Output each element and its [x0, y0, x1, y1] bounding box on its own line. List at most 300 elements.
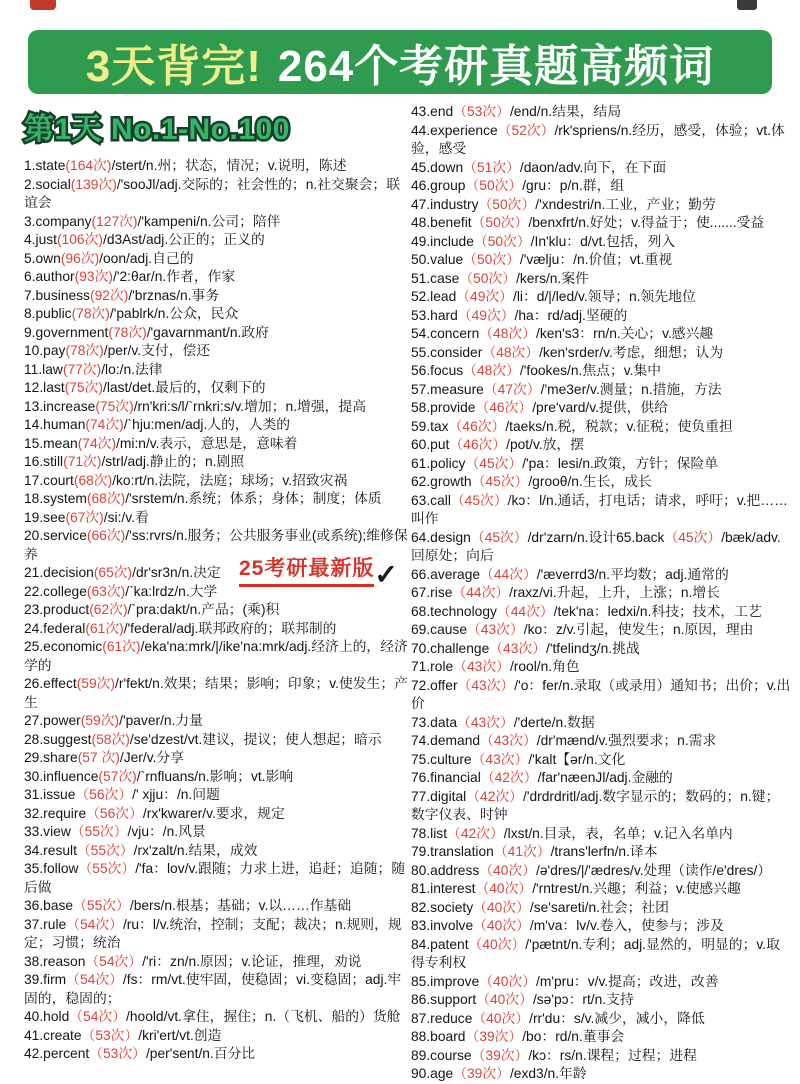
vocab-entry [411, 825, 791, 844]
entry-text: 54.concern [411, 326, 480, 341]
banner-highlight-text: 3天背完! [85, 42, 262, 91]
banner-title-text: 264个考研真题高频词 [277, 42, 715, 91]
entry-text: /gru：p/n.群，组 [522, 178, 625, 193]
entry-text: /' xjju：/n.问题 [132, 787, 220, 802]
entry-text: /dr'mænd/v.强烈要求；n.需求 [536, 733, 717, 748]
frequency-count: （40次） [473, 918, 530, 933]
vocab-entry [24, 786, 408, 805]
entry-text: 37.rule [24, 916, 67, 932]
frequency-count: （41次） [493, 844, 551, 859]
vocab-entry [24, 176, 408, 213]
vocab-entry [24, 749, 408, 768]
entry-text: 79.translation [411, 844, 494, 859]
frequency-count: （42次） [447, 825, 504, 841]
vocab-entry [24, 157, 408, 176]
entry-text: /hoold/vt.拿住，握住；n.（飞机、船的）货舱 [126, 1009, 401, 1024]
entry-text: 29.share [24, 750, 78, 765]
entry-text: 44.experience [411, 122, 498, 138]
frequency-count: (62次) [89, 602, 128, 617]
entry-text: /daon/adv.向下，在下面 [519, 159, 667, 175]
entry-text: 63.call [411, 492, 451, 508]
entry-text: /li：d/|/led/v.领导；n.领先地位 [513, 289, 696, 304]
entry-text: /trans'lerfn/n.译本 [550, 844, 658, 859]
vocab-entry [411, 1047, 791, 1066]
frequency-count: （48次） [463, 363, 520, 378]
vocab-entry [411, 196, 791, 215]
entry-text: 43.end [411, 104, 454, 119]
entry-text: /r'fekt/n.效果；结果；影响；印象；v.使发生；产生 [24, 676, 408, 710]
frequency-count: （44次） [452, 585, 510, 600]
entry-text: 17.court [24, 472, 74, 488]
vocab-entry [24, 916, 408, 953]
entry-text: /dr'zarn/n.设计 [527, 529, 617, 545]
entry-text: /In'klu：d/vt.包括，列入 [530, 233, 676, 249]
entry-text: 14.human [24, 417, 86, 432]
entry-text: /'vælju：/n.价值；vt.重视 [519, 252, 673, 267]
frequency-count: (164次) [65, 158, 112, 173]
entry-text: /'srstem/n.系统；体系；身体；制度；体质 [125, 491, 382, 506]
frequency-count: (63次) [86, 583, 126, 599]
frequency-count: （39次） [465, 1029, 523, 1044]
entry-text: /mi:n/v.表示，意思是，意味着 [116, 435, 298, 451]
vocab-entry [411, 658, 791, 677]
vocab-entry [411, 492, 791, 529]
entry-text: /'rntrest/n.兴趣；利益；v.使感兴趣 [532, 881, 741, 896]
frequency-count: (96次) [60, 250, 100, 266]
frequency-count: （40次） [475, 881, 533, 896]
frequency-count: （43次） [480, 733, 537, 748]
vocab-entry [24, 435, 408, 454]
entry-text: /oon/adj.自己的 [99, 250, 194, 266]
entry-text: /m'va：lv/v.卷入，使参与；涉及 [529, 918, 724, 933]
entry-text: 28.suggest [24, 731, 92, 747]
frequency-count: (75次) [64, 380, 103, 395]
entry-text: 60.put [411, 437, 450, 452]
vocab-entry [24, 1027, 408, 1046]
frequency-count: （54次） [66, 972, 123, 987]
top-right-crop-mark [737, 0, 757, 10]
vocab-entry [24, 1045, 408, 1064]
entry-text: 78.list [411, 825, 448, 841]
entry-text: 23.product [24, 602, 90, 617]
entry-text: /'sooJl/adj.交际的；社会性的；n.社交聚会；联谊会 [24, 176, 401, 210]
entry-text: /'kampeni/n.公司；陪伴 [137, 213, 281, 229]
entry-text: 36.base [24, 898, 74, 913]
vocab-entry [24, 268, 408, 287]
frequency-count: （42次） [480, 770, 538, 785]
vocab-entry [24, 398, 408, 417]
frequency-count: （47次） [483, 381, 541, 397]
entry-text: 1.state [24, 158, 66, 173]
vocab-entry [411, 381, 791, 400]
vocab-entry [411, 603, 791, 622]
entry-text: /rr'du：s/v.减少，减小，降低 [529, 1010, 705, 1026]
frequency-count: （45次） [664, 529, 722, 545]
entry-text: /ko：z/v.引起，使发生；n.原因，理由 [523, 622, 754, 637]
vocab-entry [24, 712, 408, 731]
vocab-entry [411, 529, 791, 566]
vocab-entry [411, 917, 791, 936]
vocab-entry [411, 233, 791, 252]
entry-text: /ə'dres/|/'ædres/v.处理（读作/e'dres/） [536, 862, 772, 878]
vocab-entry [24, 509, 408, 528]
frequency-count: (78次) [71, 306, 110, 321]
frequency-count: （50次） [463, 252, 520, 267]
vocab-entry [24, 823, 408, 842]
frequency-count: （48次） [482, 344, 540, 360]
vocab-entry [411, 418, 791, 437]
entry-text: /Jer/v.分享 [119, 750, 185, 765]
entry-text: /rk'spriens/n.经历，感受，体验；vt.体验，感受 [411, 122, 785, 156]
entry-text: 51.case [411, 270, 460, 286]
vocab-entry [24, 213, 408, 232]
frequency-count: （39次） [453, 1066, 510, 1081]
entry-text: 6.author [24, 269, 75, 284]
entry-text: 72.offer [411, 677, 458, 693]
vocab-entry [411, 344, 791, 363]
entry-text: 34.result [24, 842, 77, 858]
vocab-entry [24, 620, 408, 639]
vocab-entry [24, 953, 408, 972]
vocab-entry [24, 361, 408, 380]
entry-text: 82.society [411, 899, 474, 915]
entry-text: /'pætnt/n.专利；adj.显然的，明显的；v.取得专利权 [411, 936, 780, 970]
entry-text: /'xndestri/n.工业，产业；勤劳 [535, 196, 716, 212]
entry-text: 20.service [24, 528, 87, 543]
vocab-entry [411, 362, 791, 381]
entry-text: /`pra:dakt/n.产品；(乘)积 [127, 602, 280, 617]
vocab-entry [411, 122, 791, 159]
entry-text: 39.firm [24, 972, 67, 987]
entry-text: 68.technology [411, 603, 497, 619]
vocab-entry [411, 621, 791, 640]
vocab-entry [411, 214, 791, 233]
frequency-count: （54次） [66, 916, 123, 932]
entry-text: /exd3/n.年龄 [509, 1066, 587, 1081]
entry-text: /dr'sr3n/n.决定 [132, 565, 221, 580]
frequency-count: （46次） [449, 437, 507, 452]
vocab-entry [411, 991, 791, 1010]
vocab-entry [411, 177, 791, 196]
frequency-count: （40次） [468, 936, 526, 952]
frequency-count: (139次) [70, 176, 117, 192]
entry-text: 53.hard [411, 307, 458, 323]
entry-text: 13.increase [24, 398, 96, 414]
entry-text: 59.tax [411, 418, 449, 434]
vocab-entry [24, 601, 408, 620]
entry-text: 2.social [24, 176, 71, 192]
frequency-count: （46次） [448, 418, 506, 434]
frequency-count: (58次) [91, 731, 130, 747]
vocab-entry [24, 638, 408, 675]
vocab-entry [24, 1008, 408, 1027]
entry-text: 58.provide [411, 400, 476, 415]
frequency-count: （50次） [465, 178, 523, 193]
vocab-entry [24, 768, 408, 787]
frequency-count: （45次） [450, 492, 508, 508]
entry-text: 84.patent [411, 936, 469, 952]
frequency-count: (61次) [102, 639, 141, 654]
entry-text: 62.growth [411, 474, 472, 489]
entry-text: 32.require [24, 805, 87, 821]
frequency-count: (106次) [56, 232, 103, 247]
entry-text: /vju：/n.风景 [127, 824, 206, 839]
entry-text: /d3Ast/adj.公正的；正义的 [103, 232, 265, 247]
frequency-count: (57 次) [77, 750, 120, 765]
entry-text: /rx'zalt/n.结果，成效 [133, 842, 258, 858]
entry-text: /pot/v.放，摆 [506, 437, 585, 452]
frequency-count: （50次） [473, 233, 531, 249]
frequency-count: （54次） [85, 953, 143, 969]
frequency-count: （55次） [73, 898, 130, 913]
vocab-entry [24, 231, 408, 250]
entry-text: /per/v.支付，偿还 [103, 343, 211, 358]
entry-text: 61.policy [411, 455, 466, 471]
frequency-count: (77次) [62, 361, 102, 377]
vocab-entry [24, 416, 408, 435]
vocab-entry [411, 936, 791, 973]
entry-text: /'æverrd3/n.平均数；adj.通常的 [536, 566, 729, 582]
exam-version-annotation [239, 552, 398, 590]
entry-text: /kɔ：l/n.通话，打电话；请求，呼吁；v.把……叫作 [411, 492, 788, 526]
frequency-count: （45次） [465, 455, 523, 471]
frequency-count: (78次) [65, 343, 104, 358]
frequency-count: （55次） [70, 824, 128, 839]
entry-text: /strl/adj.静止的；n.剧照 [101, 454, 245, 469]
frequency-count: （56次） [75, 787, 133, 802]
frequency-count: (57次) [98, 768, 137, 784]
entry-text: 71.role [411, 659, 454, 674]
entry-text: /'derte/n.数据 [513, 714, 595, 730]
vocab-entry [411, 714, 791, 733]
entry-text: 22.college [24, 583, 87, 599]
vocab-entry [411, 862, 791, 881]
entry-text: 16.still [24, 454, 64, 469]
frequency-count: （46次） [475, 400, 533, 415]
frequency-count: (59次) [76, 676, 116, 691]
entry-text: /'2:θar/n.作者，作家 [112, 269, 236, 284]
entry-text: 31.issue [24, 787, 76, 802]
entry-text: /kri'ert/vt.创造 [138, 1027, 222, 1043]
entry-text: 65.back [616, 529, 665, 545]
entry-text: 11.law [24, 361, 63, 377]
vocab-entry [24, 731, 408, 750]
entry-text: /sə'pɔ：rt/n.支持 [532, 992, 634, 1007]
frequency-count: （53次） [81, 1027, 139, 1043]
entry-text: 83.involve [411, 918, 474, 933]
entry-text: /'ss:rvrs/n.服务；公共服务事业(或系统);维修保养 [24, 528, 408, 562]
entry-text: 75.culture [411, 751, 472, 767]
entry-text: /bers/n.根基；基础；v.以……作基础 [129, 898, 352, 913]
vocab-entry [411, 899, 791, 918]
vocab-entry [411, 473, 791, 492]
entry-text: 81.interest [411, 881, 476, 896]
entry-text: /'brznas/n.事务 [128, 287, 220, 303]
frequency-count: （51次） [463, 159, 520, 175]
entry-text: /'pa：lesi/n.政策，方针；保险单 [522, 455, 719, 471]
vocab-entry [411, 677, 791, 714]
entry-text: /'paver/n.力量 [119, 713, 204, 728]
entry-text: 49.include [411, 233, 474, 249]
entry-text: 35.follow [24, 861, 79, 876]
frequency-count: (67次) [65, 509, 104, 525]
entry-text: 3.company [24, 213, 92, 229]
vocab-entry [411, 880, 791, 899]
entry-text: 5.own [24, 250, 61, 266]
entry-text: 64.design [411, 529, 471, 545]
frequency-count: (68次) [73, 472, 113, 488]
vocab-entry [24, 250, 408, 269]
vocab-entry [411, 436, 791, 455]
entry-text: /raxz/vi.升起，上升，上涨；n.增长 [509, 585, 720, 600]
entry-text: /'ri：zn/n.原因；v.论证，推理，劝说 [142, 953, 362, 969]
entry-text: /stert/n.州；状态，情况；v.说明，陈述 [111, 158, 347, 173]
vocab-entry [411, 973, 791, 992]
entry-text: /ken'srder/v.考虑，细想；认为 [539, 344, 724, 360]
entry-text: 66.average [411, 566, 481, 582]
entry-text: /'kalt【ər/n.文化 [528, 751, 626, 767]
frequency-count: （40次） [473, 899, 530, 915]
entry-text: 26.effect [24, 676, 77, 691]
vocab-entry [24, 453, 408, 472]
entry-text: 7.business [24, 287, 90, 303]
frequency-count: （49次） [456, 289, 514, 304]
entry-text: 80.address [411, 862, 480, 878]
entry-text: /se'dzest/vt.建议，提议；使人想起；暗示 [129, 731, 382, 747]
vocab-entry [411, 843, 791, 862]
vocab-column-left [24, 157, 408, 1064]
frequency-count: （39次） [471, 1047, 529, 1063]
vocab-entry [411, 751, 791, 770]
vocab-entry [24, 342, 408, 361]
entry-text: /'pablrk/n.公众，民众 [109, 306, 239, 321]
entry-text: 15.mean [24, 435, 78, 451]
entry-text: 4.just [24, 232, 57, 247]
vocab-entry [411, 103, 791, 122]
frequency-count: （52次） [497, 122, 555, 138]
entry-text: /kɔ：rs/n.课程；过程；进程 [528, 1047, 697, 1063]
entry-text: /fs：rm/vt.使牢固，使稳固；vi.变稳固；adj.牢固的，稳固的； [24, 972, 402, 1006]
entry-text: /grooθ/n.生长，成长 [528, 474, 652, 489]
entry-text: /benxfrt/n.好处；v.得益于；使.......受益 [528, 215, 765, 230]
vocab-entry [411, 455, 791, 474]
frequency-count: (127次) [91, 213, 138, 229]
entry-text: /si:/v.看 [103, 509, 149, 525]
vocab-entry [411, 399, 791, 418]
frequency-count: (74次) [77, 435, 117, 451]
vocab-entry [411, 1010, 791, 1029]
entry-text: 50.value [411, 252, 464, 267]
entry-text: /ha：rd/adj.坚硬的 [514, 307, 628, 323]
entry-text: 42.percent [24, 1046, 90, 1061]
checkmark-icon: ✓ [374, 559, 398, 590]
entry-text: 25.economic [24, 639, 103, 654]
vocab-entry [411, 288, 791, 307]
frequency-count: （43次） [457, 677, 515, 693]
entry-text: 67.rise [411, 585, 453, 600]
entry-text: 21.decision [24, 565, 94, 580]
entry-text: /rx'kwarer/v.要求，规定 [142, 805, 285, 821]
frequency-count: （44次） [480, 566, 537, 582]
entry-text: 48.benefit [411, 215, 472, 230]
entry-text: /'tfelindʒ/n.挑战 [546, 640, 640, 656]
vocab-entry [411, 769, 791, 788]
entry-text: /bæk/adv.回原处；向后 [411, 529, 781, 563]
entry-text: 70.challenge [411, 640, 490, 656]
frequency-count: (71次) [63, 454, 102, 469]
frequency-count: （42次） [466, 788, 523, 804]
frequency-count: （50次） [478, 196, 536, 212]
frequency-count: (78次) [108, 324, 147, 340]
frequency-count: （45次） [471, 474, 529, 489]
entry-text: /eka'na:mrk/|/ike'na:mrk/adj.经济上的，经济学的 [24, 639, 408, 673]
frequency-count: （43次） [471, 751, 529, 767]
entry-text: 33.view [24, 824, 71, 839]
entry-text: /end/n.结果，结局 [509, 104, 622, 119]
vocab-entry [24, 305, 408, 324]
entry-text: /'federal/adj.联邦政府的；联邦制的 [123, 620, 337, 636]
entry-text: 27.power [24, 713, 81, 728]
entry-text: 8.public [24, 306, 72, 321]
entry-text: /last/det.最后的，仅剩下的 [103, 380, 266, 395]
frequency-count: （54次） [69, 1009, 127, 1024]
entry-text: 86.support [411, 992, 477, 1007]
entry-text: 55.consider [411, 344, 483, 360]
entry-text: /rool/n.角色 [509, 659, 580, 674]
entry-text: 12.last [24, 380, 65, 395]
entry-text: 52.lead [411, 289, 457, 304]
entry-text: /'o：fer/n.录取（或录用）通知书；出价；v.出价 [411, 677, 791, 711]
frequency-count: （40次） [476, 992, 533, 1007]
entry-text: 40.hold [24, 1009, 70, 1024]
frequency-count: （49次） [457, 307, 515, 323]
entry-text: 10.pay [24, 343, 66, 358]
vocab-entry [24, 324, 408, 343]
entry-text: 45.down [411, 159, 464, 175]
day1-section-title: 第1天 No.1-No.100 [24, 113, 290, 146]
frequency-count: (61次) [85, 620, 124, 636]
vocab-entry [411, 1065, 791, 1084]
entry-text: /se'sareti/n.社会；社团 [529, 899, 669, 915]
vocab-entry [24, 860, 408, 897]
entry-text: /m'pru：v/v.提高；改进，改善 [536, 973, 719, 989]
entry-text: 73.data [411, 714, 458, 730]
entry-text: /`hju:men/adj.人的，人类的 [123, 417, 291, 432]
vocab-entry [24, 675, 408, 712]
entry-text: /taeks/n.税，税款；v.征税；使负重担 [505, 418, 733, 434]
entry-text: /`ka:lrdz/n.大学 [125, 583, 218, 599]
frequency-count: (65次) [93, 565, 133, 580]
frequency-count: （48次） [479, 326, 537, 341]
frequency-count: (68次) [86, 491, 126, 506]
entry-text: /pre'vard/v.提供，供给 [532, 400, 668, 415]
vocab-entry [24, 379, 408, 398]
entry-text: /'fookes/n.焦点；v.集中 [519, 363, 662, 378]
frequency-count: （43次） [467, 622, 524, 637]
frequency-count: （56次） [86, 805, 143, 821]
header-banner [28, 30, 772, 94]
frequency-count: （55次） [76, 842, 134, 858]
entry-text: 77.digital [411, 788, 467, 804]
vocab-entry [24, 897, 408, 916]
entry-text: /rn'kri:s/l/`rnkri:s/v.增加；n.增强，提高 [133, 398, 367, 414]
vocab-entry [411, 584, 791, 603]
entry-text: /far'næenJl/adj.金融的 [537, 770, 673, 785]
frequency-count: （53次） [453, 104, 510, 119]
entry-text: /ru：l/v.统治，控制；支配；裁决；n.规则，规定；习惯；统治 [24, 916, 402, 950]
entry-text: 85.improve [411, 973, 480, 989]
entry-text: 30.influence [24, 768, 99, 784]
